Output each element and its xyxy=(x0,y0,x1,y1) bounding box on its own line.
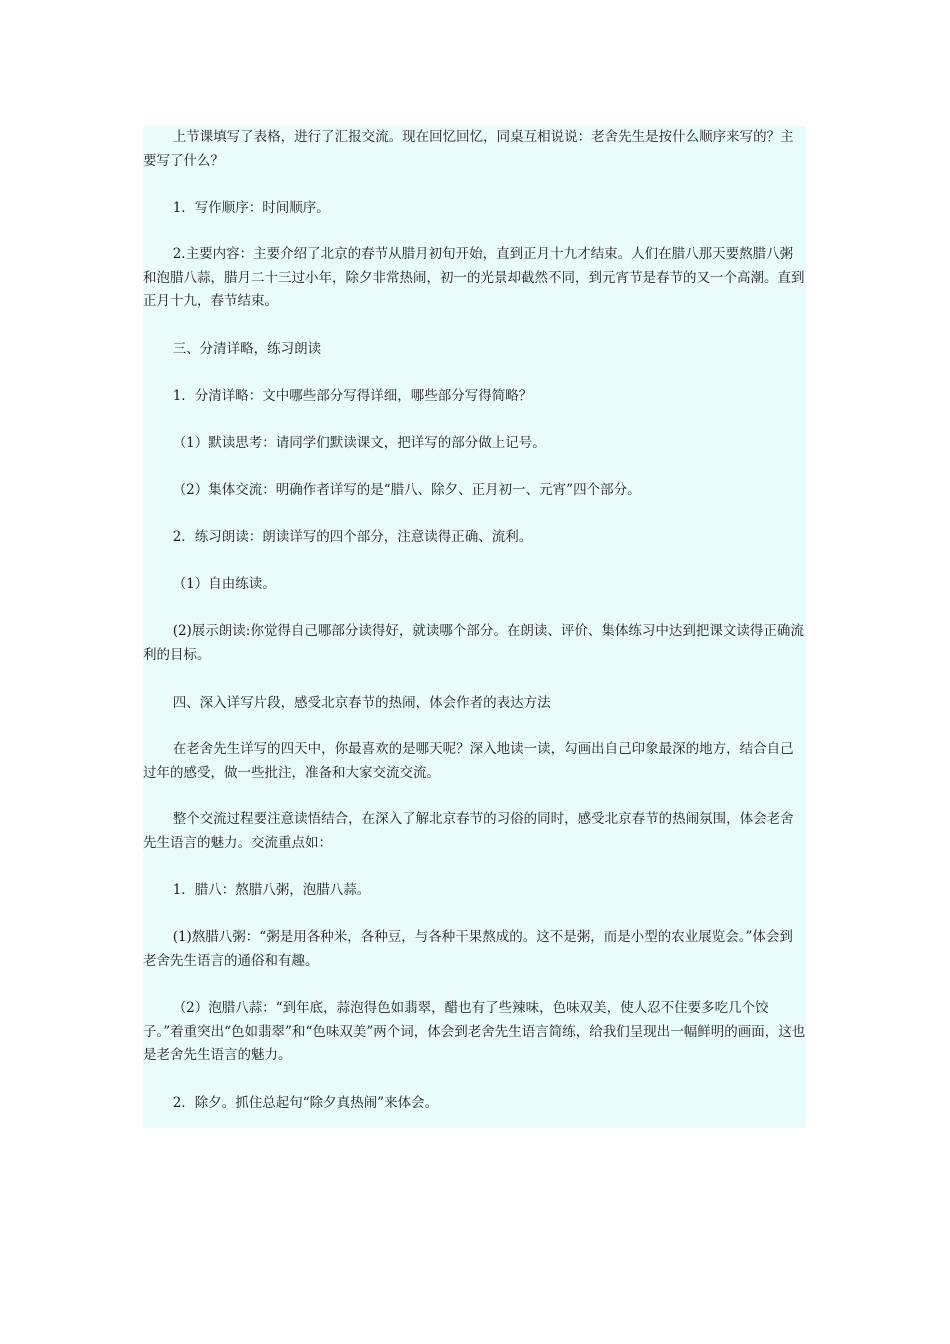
paragraph-silent-reading: （1）默读思考：请同学们默读课文，把详写的部分做上记号。 xyxy=(172,435,546,451)
paragraph-detail-brief: 1．分清详略：文中哪些部分写得详细，哪些部分写得简略？ xyxy=(172,388,533,404)
paragraph-group-sharing: （2）集体交流：明确作者详写的是“腊八、除夕、正月初一、元宵”四个部分。 xyxy=(172,482,641,498)
document-panel xyxy=(143,126,806,1128)
section-heading-three: 三、分清详略，练习朗读 xyxy=(172,341,322,357)
paragraph-new-years-eve: 2．除夕。抓住总起句“除夕真热闹”来体会。 xyxy=(172,1095,439,1111)
paragraph-favorite-day: 在老舍先生详写的四天中，你最喜欢的是哪天呢？深入地读一读，勾画出自己印象最深的地方，结合自己过年的感受，做一些批注，准备和大家交流交流。 xyxy=(143,741,794,781)
paragraph-writing-order: 1．写作顺序：时间顺序。 xyxy=(172,200,330,216)
paragraph-laba-porridge: (1)熬腊八粥：“粥是用各种米，各种豆，与各种干果熬成的。这不是粥，而是小型的农业展览会。”体会到老舍先生语言的通俗和有趣。 xyxy=(143,929,793,969)
section-heading-four: 四、深入详写片段，感受北京春节的热闹，体会作者的表达方法 xyxy=(172,695,551,711)
paragraph-practice-read: 2．练习朗读：朗读详写的四个部分，注意读得正确、流利。 xyxy=(172,529,533,545)
paragraph-main-content: 2.主要内容：主要介绍了北京的春节从腊月初旬开始，直到正月十九才结束。人们在腊八那天要熬腊八粥和泡腊八蒜，腊月二十三过小年，除夕非常热闹，初一的光景却截然不同，到元宵节是春节的又一个高潮。直到正月十九，春节结束。 xyxy=(143,246,805,309)
paragraph-laba-garlic: （2）泡腊八蒜：“到年底，蒜泡得色如翡翠，醋也有了些辣味，色味双美，使人忍不住要多吃几个饺子。”着重突出“色如翡翠”和“色味双美”两个词，体会到老舍先生语言简练，给我们呈现出一幅鲜明的画面，这也是老舍先生语言的魅力。 xyxy=(143,1000,806,1063)
paragraph-exchange-focus: 整个交流过程要注意读悟结合，在深入了解北京春节的习俗的同时，感受北京春节的热闹氛围，体会老舍先生语言的魅力。交流重点如： xyxy=(143,811,794,851)
paragraph-laba: 1．腊八：熬腊八粥，泡腊八蒜。 xyxy=(172,882,371,898)
paragraph-show-reading: (2)展示朗读:你觉得自己哪部分读得好，就读哪个部分。在朗读、评价、集体练习中达到把课文读得正确流利的目标。 xyxy=(143,623,804,663)
paragraph-review-intro: 上节课填写了表格，进行了汇报交流。现在回忆回忆，同桌互相说说：老舍先生是按什么顺序来写的？主要写了什么？ xyxy=(143,129,794,169)
paragraph-free-reading: （1）自由练读。 xyxy=(172,576,276,592)
